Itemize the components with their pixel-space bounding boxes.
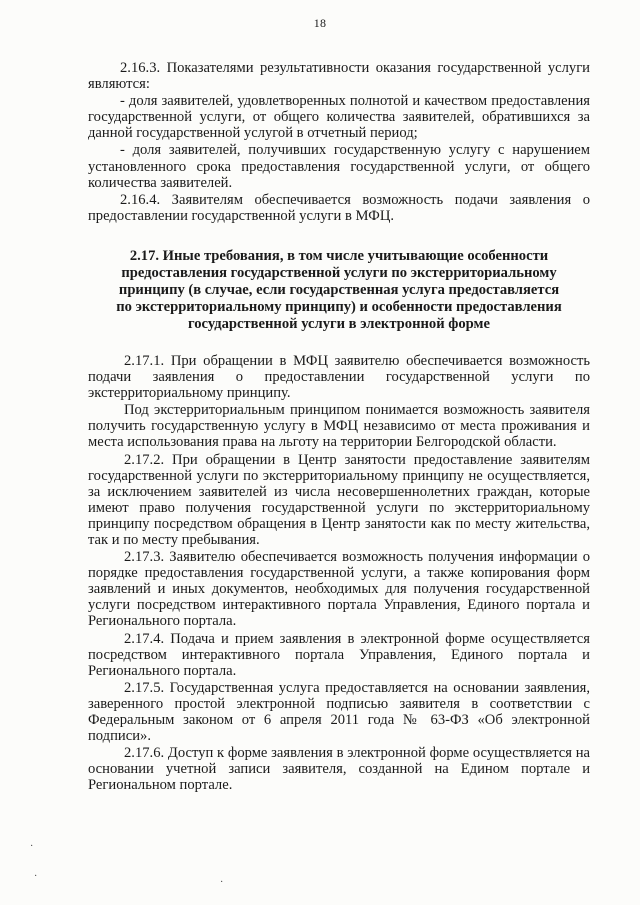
scan-speck: · [34,871,38,882]
bullet-violation-share: - доля заявителей, получивших государственную услугу с нарушением установленного срока предоставления государственной услуги, от общего количества заявителей. [88,142,590,191]
page-number: 18 [313,16,327,30]
paragraph-2-17-4: 2.17.4. Подача и прием заявления в электронной форме осуществляется посредством интерактивного портала Управления, Единого портала и Регионального портала. [88,630,590,679]
paragraph-2-17-5: 2.17.5. Государственная услуга предоставляется на основании заявления, заверенного простой электронной подписью заявителя в соответствии с Федеральным законом от 6 апреля 2011 года № 63-ФЗ «Об электронной подписи». [88,679,590,745]
heading-line: 2.17. Иные требования, в том числе учитывающие особенности [129,247,549,264]
paragraph-2-17-1: 2.17.1. При обращении в МФЦ заявителю обеспечивается возможность подачи заявления о предоставлении государственной услуги по экстерриториальному принципу. [88,352,590,402]
document-body [88,60,590,793]
paragraph-2-17-3: 2.17.3. Заявителю обеспечивается возможность получения информации о порядке предоставления государственной услуги, а также копирования форм заявлений и иных документов, необходимых для получения государственной услуги посредством интерактивного портала Управления, Единого портала и Регионального портала. [88,549,590,630]
scan-speck: · [30,841,34,852]
section-heading-2-17 [88,248,590,333]
paragraph-2-16-3: 2.16.3. Показателями результативности оказания государственной услуги являются: [88,60,590,93]
scan-speck: · [220,877,224,888]
paragraph-2-17-2: 2.17.2. При обращении в Центр занятости предоставление заявителям государственной услуги по экстерриториальному принципу не осуществляется, за исключением заявителей из числа несовершеннолетних граждан, которые имеют право получения государственной услуги по экстерриториальному принципу посредством обращения в Центр занятости как по месту жительства, так и по месту пребывания. [88,451,590,548]
paragraph-extraterritorial-definition: Под экстерриториальным принципом понимается возможность заявителя получить государственную услугу в МФЦ независимо от места проживания и места использования права на льготу на территории Белгородской области. [88,402,590,451]
heading-line: предоставления государственной услуги по экстерриториальному [121,264,557,281]
heading-line: по экстерриториальному принципу) и особенности предоставления [116,298,562,315]
bullet-satisfied-share: - доля заявителей, удовлетворенных полнотой и качеством предоставления государственной услуги, от общего количества заявителей, обратившихся за данной государственной услугой в отчетный период; [88,93,590,142]
heading-line: принципу (в случае, если государственная услуга предоставляется [118,281,560,298]
paragraph-2-16-4: 2.16.4. Заявителям обеспечивается возможность подачи заявления о предоставлении государственной услуги в МФЦ. [88,191,590,224]
paragraph-2-17-6: 2.17.6. Доступ к форме заявления в электронной форме осуществляется на основании учетной записи заявителя, созданной на Едином портале и Региональном портале. [88,745,590,794]
heading-line: государственной услуги в электронной форме [188,315,490,332]
